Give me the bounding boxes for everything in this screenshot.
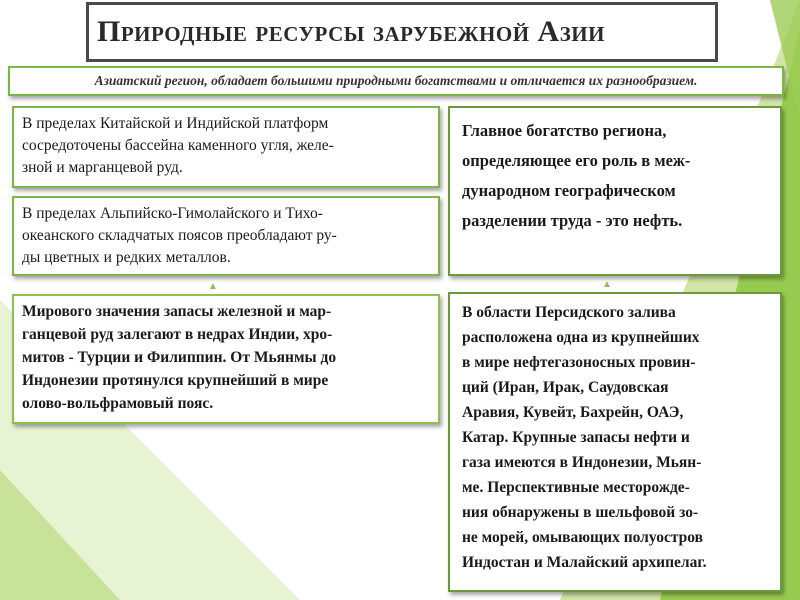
- china-india-platform-box: [12, 106, 440, 188]
- main-wealth-box: [448, 106, 782, 276]
- page-title-text: Природные ресурсы зарубежной Азии: [97, 15, 605, 48]
- world-value-text: Мирового значения запасы железной и мар- ганцевой руд залегают в недрах Индии, хро- митов - Турции и Филиппин. От Мьянмы до Индонезии протянулся крупнейший в мире олово-вольфрамовый пояс.: [22, 303, 337, 412]
- connector-arrow-icon: ▲: [602, 279, 612, 290]
- subtitle-text: Азиатский регион, обладает большими природными богатствами и отличается их разнообразием.: [94, 73, 698, 88]
- subtitle-box: [8, 66, 784, 96]
- main-wealth-text: Главное богатство региона, определяющее его роль в меж- дународном географическом разделении труда - это нефть.: [462, 121, 691, 230]
- china-india-text: В пределах Китайской и Индийской платформ сосредоточены бассейна каменного угля, желе- зной и марганцевой руд.: [22, 115, 334, 176]
- world-value-box: [12, 294, 440, 424]
- persian-gulf-box: [448, 292, 782, 592]
- page-title: [86, 2, 718, 62]
- alpine-text: В пределах Альпийско-Гимолайского и Тихо- океанского складчатых поясов преобладают ру- ды цветных и редких металлов.: [22, 205, 337, 266]
- alpine-himalayan-box: [12, 196, 440, 276]
- connector-arrow-icon: ▲: [208, 281, 218, 292]
- persian-gulf-text: В области Персидского залива расположена одна из крупнейших в мире нефтегазоносных провин- ций (Иран, Ирак, Саудовская Аравия, Кувейт, Бахрейн, ОАЭ, Катар. Крупные запасы нефти и газа имеются в Индонезии, Мьян- ме. Перспективные месторожде- ния обнаружены в шельфовой зо- не морей, омывающих полуостров Индостан и Малайский архипелаг.: [462, 304, 707, 571]
